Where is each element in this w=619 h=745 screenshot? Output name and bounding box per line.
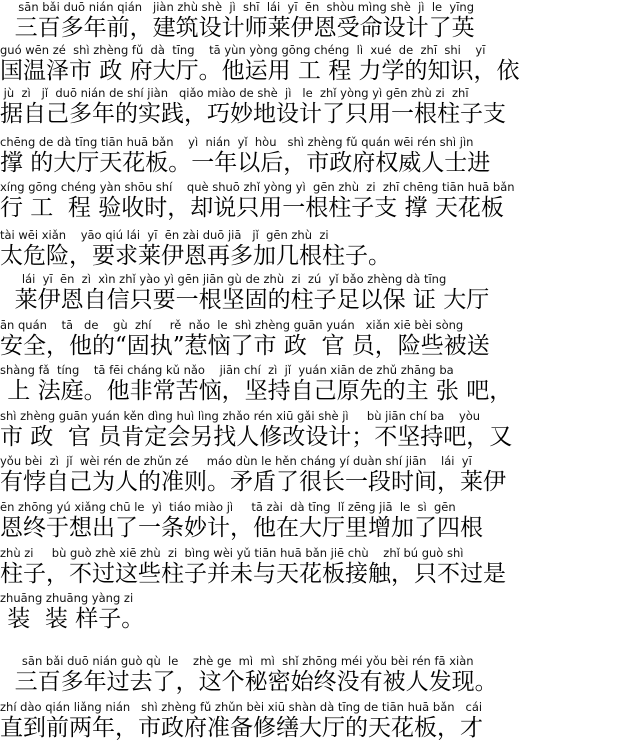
text-line-16 (0, 700, 619, 743)
hanzi-line: 莱伊恩自信只要一根坚固的柱子足以保 证 大厅 (0, 287, 490, 313)
hanzi-line: 安全，他的“固执”惹恼了市 政 官 员，险些被送 (0, 333, 490, 359)
hanzi-line: 三百多年过去了，这个秘密始终没有被人发现。 (0, 669, 498, 695)
pinyin-line: yǒu bèi zì jǐ wèi rén de zhǔn zé máo dùn le hěn cháng yí duàn shí jiān lái yī (0, 454, 472, 468)
pinyin-line: guó wēn zé shì zhèng fǔ dà tīng tā yùn yòng gōng chéng lì xué de zhī shi yī (0, 43, 486, 57)
hanzi-line: 太危险，要求莱伊恩再多加几根柱子。 (0, 243, 391, 269)
hanzi-line: 市 政 官 员肯定会另找人修改设计；不坚持吧，又 (0, 424, 513, 450)
text-line-8 (0, 318, 619, 361)
pinyin-line: ān quán tā de gù zhí rě nǎo le shì zhèng guān yuán xiǎn xiē bèi sòng (0, 318, 464, 332)
pinyin-line: lái yī ēn zì xìn zhǐ yào yì gēn jiān gù de zhù zi zú yǐ bǎo zhèng dà tīng (0, 272, 447, 286)
text-line-7 (0, 272, 619, 315)
text-line-4 (0, 135, 619, 178)
hanzi-line: 柱子，不过这些柱子并未与天花板接触，只不过是 (0, 561, 506, 587)
hanzi-line: 撑 的大厅天花板。一年以后，市政府权威人士进 (0, 150, 491, 176)
hanzi-line: 三百多年前，建筑设计师莱伊恩受命设计了英 (0, 15, 475, 41)
hanzi-line: 上 法庭。他非常苦恼，坚持自己原先的主 张 吧， (0, 378, 513, 404)
hanzi-line: 有悖自己为人的准则。矛盾了很长一段时间，莱伊 (0, 469, 506, 495)
hanzi-line: 据自己多年的实践，巧妙地设计了只用一根柱子支 (0, 101, 506, 127)
text-line-13 (0, 546, 619, 589)
pinyin-line: ēn zhōng yú xiǎng chū le yì tiáo miào jì tā zài dà tīng lǐ zēng jiā le sì gēn (0, 500, 456, 514)
pinyin-line: jù zì jǐ duō nián de shí jiàn qiǎo miào de shè jì le zhǐ yòng yì gēn zhù zi zhī (0, 86, 469, 100)
pinyin-line: shì zhèng guān yuán kěn dìng huì lìng zhǎo rén xiū gǎi shè jì bù jiān chí ba yòu (0, 409, 481, 423)
pinyin-line: chēng de dà tīng tiān huā bǎn yì nián yǐ hòu shì zhèng fǔ quán wēi rén shì jìn (0, 135, 474, 149)
pinyin-line: zhù zi bù guò zhè xiē zhù zi bìng wèi yǔ tiān huā bǎn jiē chù zhǐ bú guò shì (0, 546, 464, 560)
text-line-1 (0, 0, 619, 43)
text-line-11 (0, 454, 619, 497)
text-line-6 (0, 228, 619, 271)
text-line-12 (0, 500, 619, 543)
text-line-14 (0, 591, 619, 634)
hanzi-line: 装 装 样子。 (0, 606, 145, 632)
text-line-3 (0, 86, 619, 129)
pinyin-line: sān bǎi duō nián guò qù le zhè ge mì mì shǐ zhōng méi yǒu bèi rén fā xiàn (0, 654, 474, 668)
hanzi-line: 恩终于想出了一条妙计，他在大厅里增加了四根 (0, 515, 483, 541)
pinyin-line: sān bǎi duō nián qián jiàn zhù shè jì shī lái yī ēn shòu mìng shè jì le yīng (0, 0, 474, 14)
pinyin-line: shàng fǎ tíng tā fēi cháng kǔ nǎo jiān chí zì jǐ yuán xiān de zhǔ zhāng ba (0, 363, 454, 377)
text-line-15 (0, 654, 619, 697)
text-line-9 (0, 363, 619, 406)
hanzi-line: 国温泽市 政 府大厅。他运用 工 程 力学的知识，依 (0, 58, 520, 84)
pinyin-line: zhuāng zhuāng yàng zi (0, 591, 134, 605)
pinyin-line: tài wēi xiǎn yāo qiú lái yī ēn zài duō jiā jǐ gēn zhù zi (0, 228, 329, 242)
pinyin-line: xíng gōng chéng yàn shōu shí què shuō zhǐ yòng yì gēn zhù zi zhī chēng tiān huā bǎn (0, 180, 515, 194)
text-line-10 (0, 409, 619, 452)
text-line-2 (0, 43, 619, 86)
text-line-5 (0, 180, 619, 223)
hanzi-line: 直到前两年，市政府准备修缮大厅的天花板，才 (0, 715, 483, 741)
pinyin-line: zhí dào qián liǎng nián shì zhèng fǔ zhǔn bèi xiū shàn dà tīng de tiān huā bǎn cái (0, 700, 483, 714)
hanzi-line: 行 工 程 验收时，却说只用一根柱子支 撑 天花板 (0, 195, 504, 221)
